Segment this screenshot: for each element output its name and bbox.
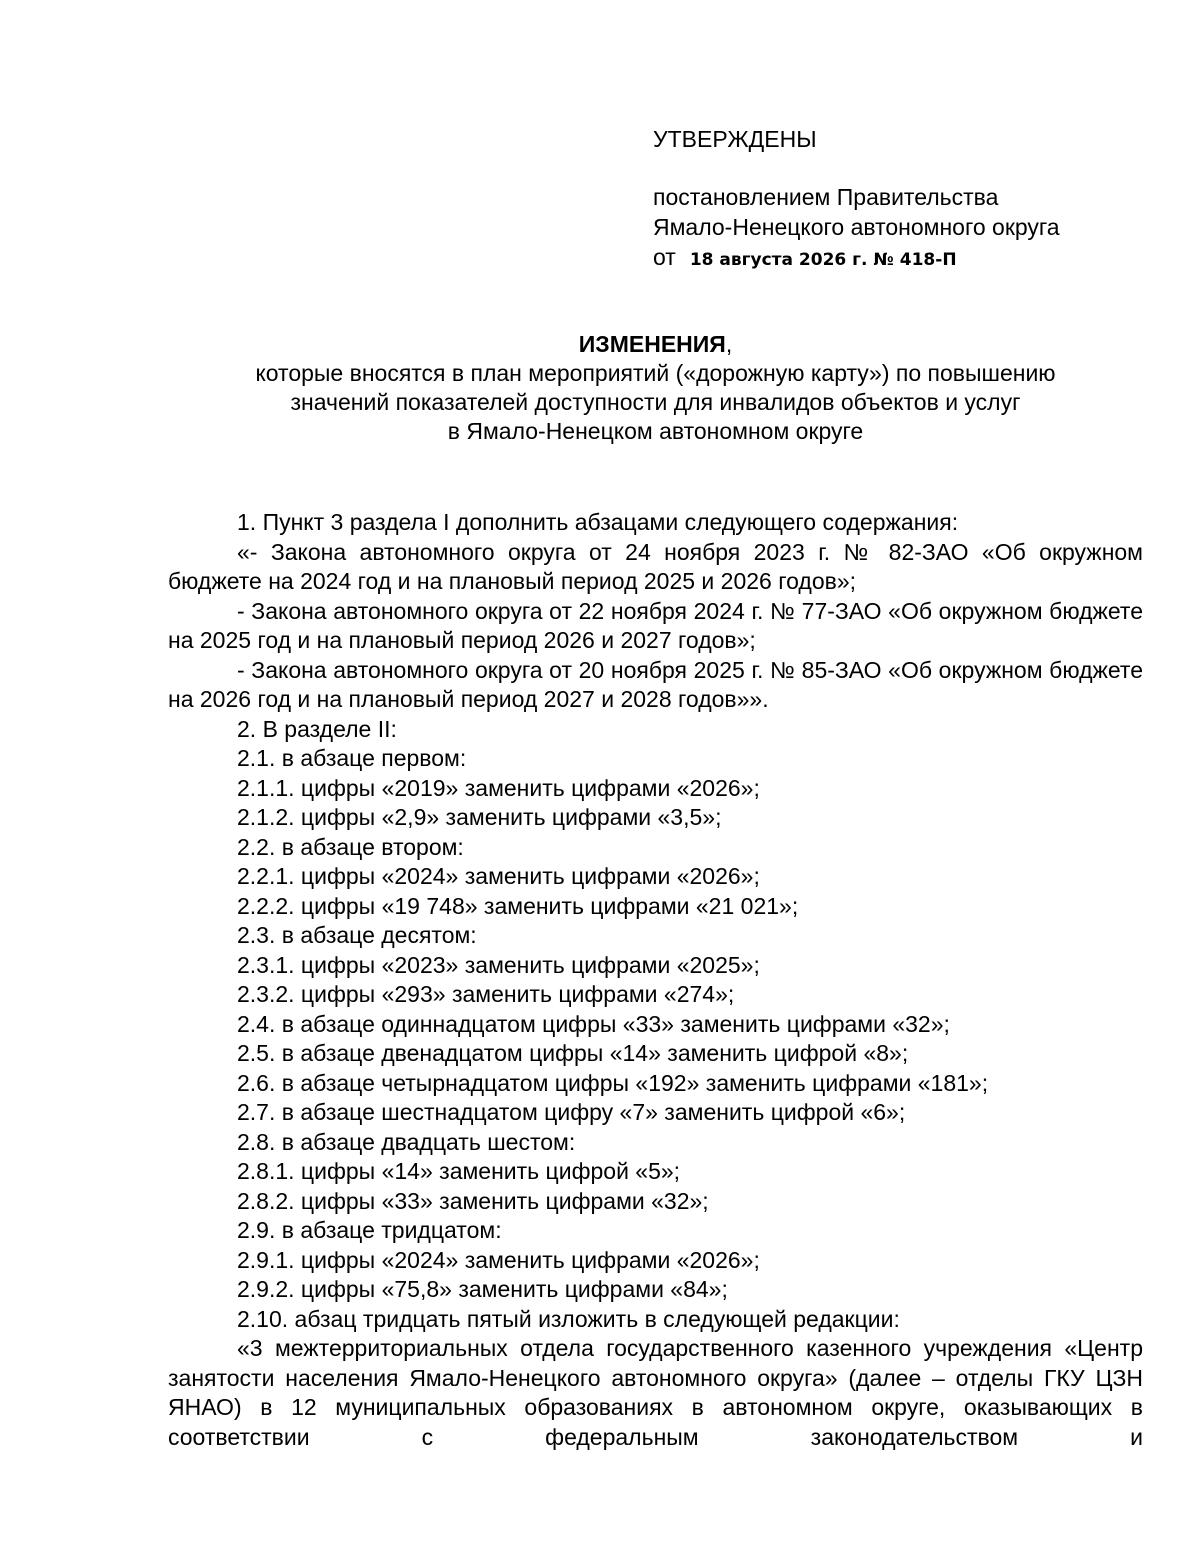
paragraph: 2.3.1. цифры «2023» заменить цифрами «2025»; (237, 951, 760, 978)
date-prefix: от (653, 244, 676, 270)
paragraph: 2.1.2. цифры «2,9» заменить цифрами «3,5»; (237, 804, 722, 830)
paragraph: 2. В разделе II: (237, 715, 397, 742)
approval-heading: УТВЕРЖДЕНЫ (653, 126, 817, 152)
paragraph: 2.8. в абзаце двадцать шестом: (237, 1128, 576, 1155)
paragraph: 1. Пункт 3 раздела I дополнить абзацами следующего содержания: (237, 509, 959, 535)
paragraph: 2.1. в абзаце первом: (237, 745, 467, 771)
paragraph: 2.2. в абзаце втором: (237, 833, 464, 860)
paragraph: 2.8.1. цифры «14» заменить цифрой «5»; (237, 1158, 681, 1184)
title-line-3: в Ямало-Ненецком автономном округе (447, 418, 864, 444)
title-line-2: значений показателей доступности для инвалидов объектов и услуг (290, 389, 1021, 415)
document-title (168, 330, 1143, 446)
spacer (653, 154, 1173, 182)
paragraph: 2.2.2. цифры «19 748» заменить цифрами «21 021»; (237, 892, 799, 919)
paragraph: 2.2.1. цифры «2024» заменить цифрами «2026»; (237, 863, 760, 889)
approval-block (653, 124, 1173, 275)
paragraph: 2.3.2. цифры «293» заменить цифрами «274»; (237, 981, 735, 1007)
paragraph: - Закона автономного округа от 20 ноября 2025 г. № 85-ЗАО «Об окружном бюджете на 2026 год и на плановый период 2027 и 2028 годов»». (168, 656, 1143, 712)
paragraph: 2.3. в абзаце десятом: (237, 922, 477, 948)
resolution-number: 18 августа 2026 г. № 418-П (689, 250, 957, 270)
paragraph: 2.9.2. цифры «75,8» заменить цифрами «84»; (237, 1276, 728, 1302)
paragraph: 2.1.1. цифры «2019» заменить цифрами «2026»; (237, 774, 760, 801)
approval-line-1: постановлением Правительства (653, 184, 999, 210)
paragraph: 2.7. в абзаце шестнадцатом цифру «7» заменить цифрой «6»; (237, 1099, 906, 1125)
approval-date-line (653, 242, 1173, 275)
paragraph: «3 межтерриториальных отдела государственного казенного учреждения «Центр занятости населения Ямало-Ненецкого автономного округа» (далее – отделы ГКУ ЦЗН ЯНАО) в 12 муниципальных образованиях в автономном округе, оказывающих в соответствии с федеральным законодательством и (168, 1335, 1143, 1450)
paragraph: «- Закона автономного округа от 24 ноября 2023 г. № 82-ЗАО «Об окружном бюджете на 2024 год и на плановый период 2025 и 2026 годов»; (168, 538, 1143, 594)
paragraph: 2.9.1. цифры «2024» заменить цифрами «2026»; (237, 1246, 760, 1273)
title-heading: ИЗМЕНЕНИЯ (578, 331, 726, 357)
paragraph: 2.6. в абзаце четырнадцатом цифры «192» заменить цифрами «181»; (237, 1069, 989, 1096)
paragraph: 2.4. в абзаце одиннадцатом цифры «33» заменить цифрами «32»; (237, 1010, 950, 1037)
paragraph: 2.8.2. цифры «33» заменить цифрами «32»; (237, 1187, 709, 1214)
paragraph: 2.10. абзац тридцать пятый изложить в следующей редакции: (237, 1305, 900, 1332)
document-body (168, 508, 1143, 1452)
paragraph: 2.9. в абзаце тридцатом: (237, 1217, 502, 1243)
title-heading-suffix: , (725, 331, 733, 357)
title-line-1: которые вносятся в план мероприятий («дорожную карту») по повышению (255, 360, 1056, 386)
paragraph: - Закона автономного округа от 22 ноября 2024 г. № 77-ЗАО «Об окружном бюджете на 2025 год и на плановый период 2026 и 2027 годов»; (168, 597, 1143, 653)
approval-line-2: Ямало-Ненецкого автономного округа (653, 214, 1060, 240)
paragraph: 2.5. в абзаце двенадцатом цифры «14» заменить цифрой «8»; (237, 1040, 909, 1066)
